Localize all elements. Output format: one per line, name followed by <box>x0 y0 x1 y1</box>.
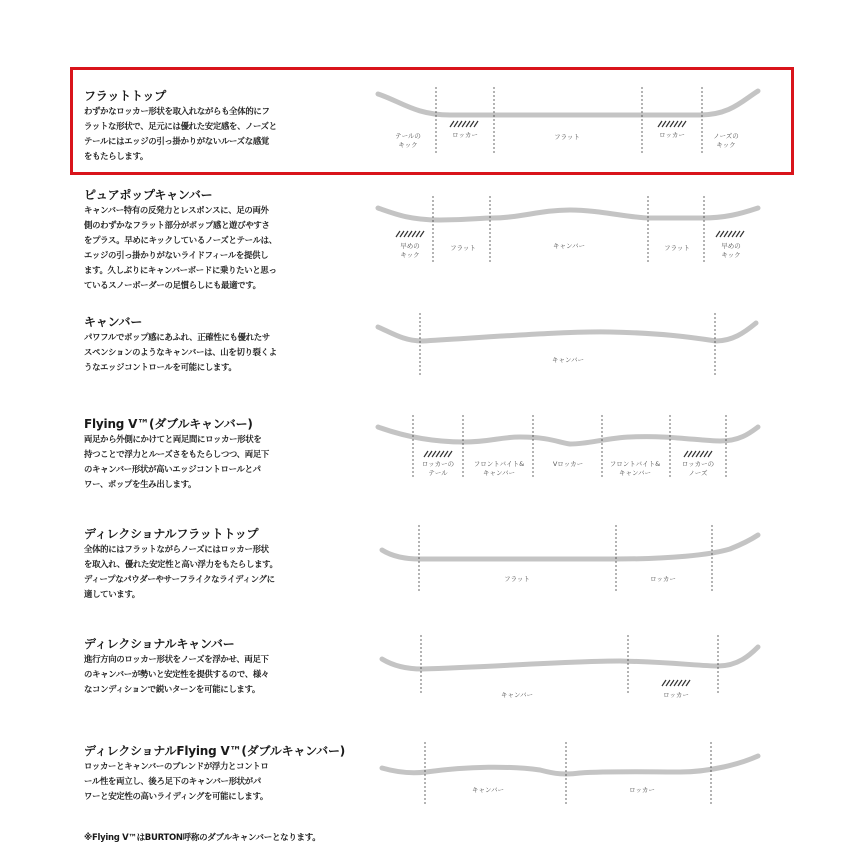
profile-row-directional-flat-top[interactable] <box>70 525 794 605</box>
profile-title: フラットトップ <box>84 89 167 103</box>
profile-title: ディレクショナルFlying V™(ダブルキャンバー) <box>84 744 346 758</box>
profile-row-directional-flying-v[interactable] <box>70 742 794 812</box>
segment-label: 早めの <box>721 242 741 250</box>
segment-label: ロッカー <box>659 131 685 139</box>
segment-label: ロッカー <box>663 691 689 699</box>
profile-description: パワフルでポップ感にあふれ、正確性にも優れたサ スペンションのようなキャンバーは、山を切り裂くよ うなエッジコントロールを可能にします。 <box>84 332 277 372</box>
profile-title: ディレクショナルフラットトップ <box>84 527 259 541</box>
profile-title: ピュアポップキャンバー <box>84 188 213 202</box>
profile-title: ディレクショナルキャンバー <box>84 637 235 651</box>
segment-label: ノーズの <box>713 132 739 140</box>
hatch-pattern-icon <box>424 451 452 457</box>
hatch-pattern-icon <box>450 121 478 127</box>
profile-row-flying-v[interactable] <box>70 415 794 495</box>
profile-row-directional-camber[interactable] <box>70 635 794 705</box>
segment-label: ロッカーの <box>681 460 715 468</box>
profile-row-camber[interactable] <box>70 313 794 383</box>
profile-title: Flying V™(ダブルキャンバー) <box>84 417 253 431</box>
profile-row-flat-top[interactable] <box>70 87 794 172</box>
profile-description: 進行方向のロッカー形状をノーズを浮かせ、両足下 のキャンバーが勢いと安定性を提供するので、様々 なコンディションで鋭いターンを可能にします。 <box>84 654 269 694</box>
hatch-pattern-icon <box>684 451 712 457</box>
hatch-pattern-icon <box>716 231 744 237</box>
hatch-pattern-icon <box>396 231 424 237</box>
segment-label: フロントバイト& <box>609 460 661 468</box>
footnote: ※Flying V™はBURTON呼称のダブルキャンバーとなります。 <box>84 833 321 843</box>
hatch-pattern-icon <box>662 680 690 686</box>
svg-text:テールのキック: テールのキック <box>395 132 421 149</box>
board-profile-diagram <box>70 525 794 605</box>
segment-label: フラット <box>664 244 690 252</box>
profile-row-purepop-camber[interactable] <box>70 186 794 291</box>
profile-description: ロッカーとキャンバーのブレンドが浮力とコントロ ール性を両立し、後ろ足下のキャンバー形状がパ ワーと安定性の高いライディングを可能にします。 <box>84 761 269 801</box>
svg-text:フロントバイト&キャンバー: フロントバイト&キャンバー <box>609 460 661 477</box>
board-profile-diagram <box>70 742 794 812</box>
svg-text:ロッカーのテール: ロッカーのテール <box>421 460 455 477</box>
segment-label: 早めの <box>400 242 420 250</box>
board-profile-diagram <box>70 415 794 495</box>
segment-label: ロッカー <box>629 786 655 794</box>
segment-label: Vロッカー <box>552 460 584 468</box>
segment-label: フラット <box>504 575 530 583</box>
svg-text:早めのキック: 早めのキック <box>721 242 741 259</box>
board-profile-diagram <box>70 87 794 172</box>
segment-label: キャンバー <box>552 242 586 250</box>
svg-text:早めのキック: 早めのキック <box>400 242 420 259</box>
segment-label: テールの <box>395 132 421 140</box>
board-profile-diagram <box>70 186 794 291</box>
profile-description: キャンバー特有の反発力とレスポンスに、足の両外 側のわずかなフラット部分がポップ感と遊びやすさ をプラス。早めにキックしているノーズとテールは、 エッジの引っ掛かりがないライドフィールを提供し ます。久しぶりにキャンバーボードに乗りたいと思っ ているスノーボーダーの足慣らしにも最適です。 <box>84 205 277 290</box>
profile-description: わずかなロッカー形状を取入れながらも全体的にフ ラットな形状で、足元には優れた安定感を、ノーズと テールにはエッジの引っ掛かりがないルーズな感覚 をもたらします。 <box>84 106 277 161</box>
board-profile-diagram <box>70 635 794 705</box>
svg-text:ロッカーのノーズ: ロッカーのノーズ <box>681 460 715 477</box>
hatch-pattern-icon <box>658 121 686 127</box>
segment-label: ロッカーの <box>421 460 455 468</box>
board-profile-diagram <box>70 313 794 383</box>
svg-text:フロントバイト&キャンバー: フロントバイト&キャンバー <box>473 460 525 477</box>
segment-label: キャンバー <box>471 786 505 794</box>
profile-description: 両足から外側にかけてと両足間にロッカー形状を 持つことで浮力とルーズさをもたらしつつ、両足下 のキャンバー形状が高いエッジコントロールとパ ワー、ポップを生み出します。 <box>84 434 269 489</box>
segment-label: フラット <box>554 133 580 141</box>
segment-label: ロッカー <box>452 131 478 139</box>
segment-label: ロッカー <box>650 575 676 583</box>
segment-label: キャンバー <box>551 356 585 364</box>
profile-title: キャンバー <box>84 315 143 329</box>
segment-label: キャンバー <box>500 691 534 699</box>
segment-label: フラット <box>450 244 476 252</box>
segment-label: フロントバイト& <box>473 460 525 468</box>
profile-description: 全体的にはフラットながらノーズにはロッカー形状 を取入れ、優れた安定性と高い浮力をもたらします。 ディープなパウダーやサーフライクなライディングに 適しています。 <box>84 544 278 599</box>
svg-text:ノーズのキック: ノーズのキック <box>713 132 739 149</box>
